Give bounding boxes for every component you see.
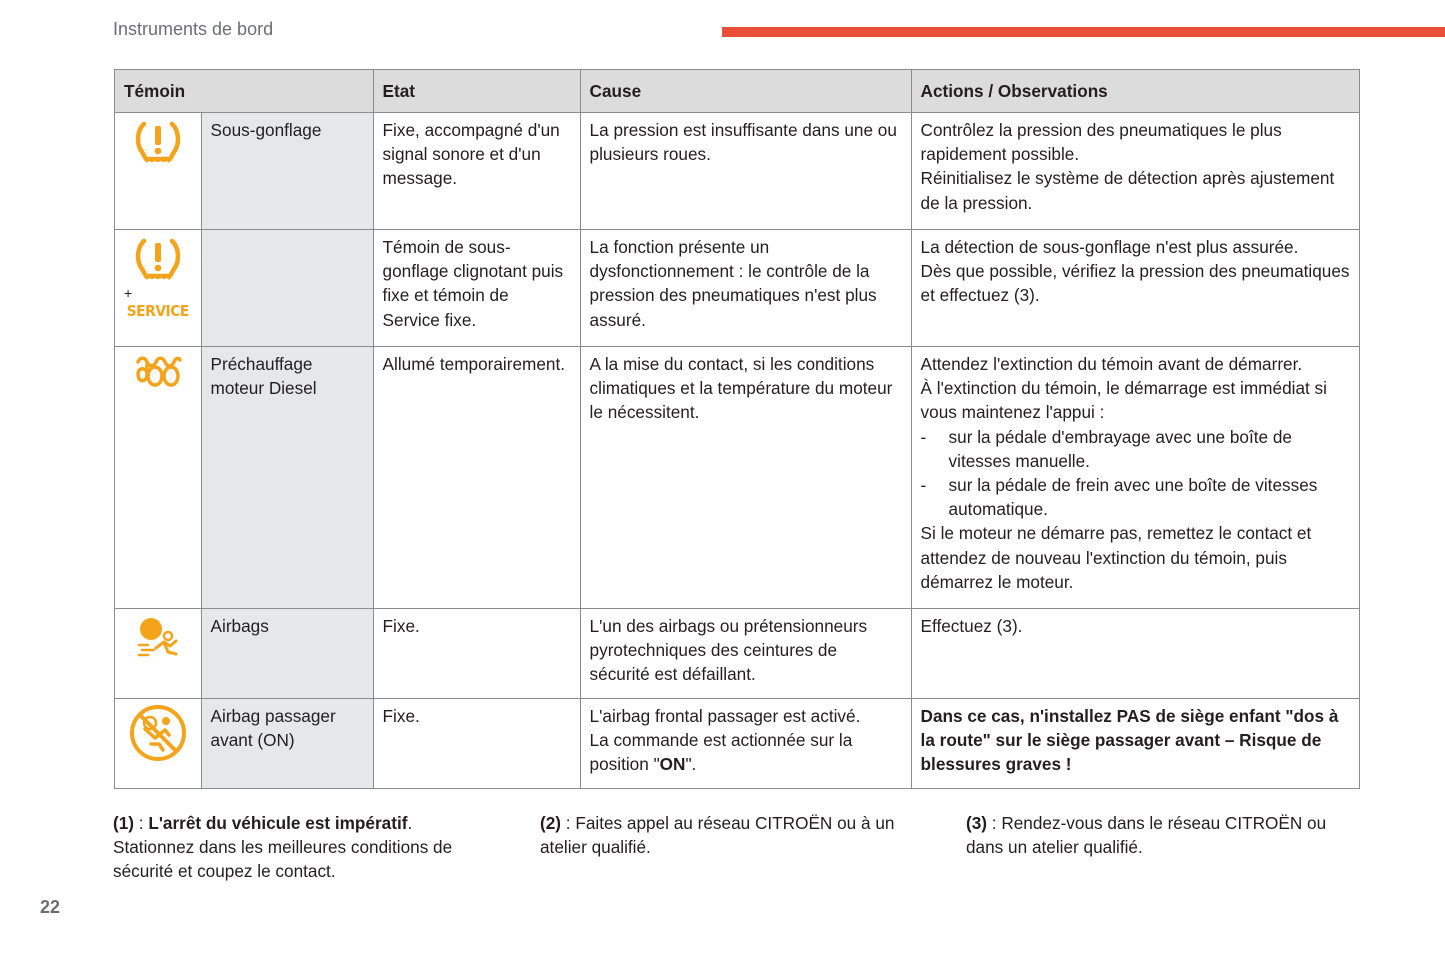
cause-line: La commande est actionnée sur la position "ON". <box>589 730 853 775</box>
glow-plug-icon <box>124 352 192 392</box>
icon-cell <box>115 113 202 230</box>
actions-line: Contrôlez la pression des pneumatiques le plus rapidement possible. <box>920 120 1282 165</box>
table-row <box>115 113 1360 230</box>
list-item-text: sur la pédale d'embrayage avec une boîte de vitesses manuelle. <box>948 426 1292 471</box>
on-position-label: ON <box>659 754 686 775</box>
light-name: Airbag passager avant (ON) <box>201 699 373 789</box>
cause-line: L'airbag frontal passager est activé. <box>589 706 861 726</box>
table-header-row <box>115 70 1360 113</box>
service-warning-icon: SERVICE <box>126 302 189 320</box>
cause-cell: L'un des airbags ou prétensionneurs pyrotechniques des ceintures de sécurité est défaillant. <box>580 609 911 699</box>
light-name <box>201 230 373 347</box>
accent-bar <box>722 27 1445 37</box>
passenger-airbag-on-icon <box>124 704 192 762</box>
light-name: Préchauffage moteur Diesel <box>201 347 373 609</box>
table-row <box>115 699 1360 789</box>
section-title: Instruments de bord <box>113 19 274 39</box>
state-cell: Fixe. <box>373 699 580 789</box>
footnote-3 <box>966 811 1360 859</box>
state-cell: Témoin de sous-gonflage clignotant puis fixe et témoin de Service fixe. <box>373 230 580 347</box>
footnote-ref: (1) <box>113 813 135 833</box>
actions-line: À l'extinction du témoin, le démarrage est immédiat si vous maintenez l'appui : <box>920 378 1327 423</box>
cause-cell <box>580 699 911 789</box>
cause-cell: La pression est insuffisante dans une ou plusieurs roues. <box>580 113 911 230</box>
cause-cell: A la mise du contact, si les conditions climatiques et la température du moteur le nécessitent. <box>580 347 911 609</box>
header-temoin: Témoin <box>115 70 374 113</box>
footnote-2 <box>540 811 940 859</box>
table-row <box>115 230 1360 347</box>
page-number: 22 <box>40 897 61 917</box>
table-row <box>115 609 1360 699</box>
list-item <box>921 425 1350 473</box>
warning-lights-table <box>114 69 1360 789</box>
light-name: Airbags <box>201 609 373 699</box>
actions-line: Effectuez (3). <box>920 616 1023 636</box>
footnote-text: : Rendez-vous dans le réseau CITROËN ou dans un atelier qualifié. <box>966 813 1327 858</box>
state-cell: Allumé temporairement. <box>373 347 580 609</box>
icon-cell <box>115 347 202 609</box>
icon-cell <box>115 609 202 699</box>
footnote-text: Stationnez dans les meilleures conditions de sécurité et coupez le contact. <box>113 837 453 882</box>
actions-cell <box>911 113 1359 230</box>
actions-line: Si le moteur ne démarre pas, remettez le contact et attendez de nouveau l'extinction du témoin, puis démarrez le moteur. <box>920 523 1312 592</box>
footnote-text: : Faites appel au réseau CITROËN ou à un atelier qualifié. <box>540 813 895 858</box>
footnote-1: (1) : L'arrêt du véhicule est impératif. Stationnez dans les meilleures conditions de sécurité et coupez le contact. <box>113 811 503 884</box>
actions-line: Attendez l'extinction du témoin avant de démarrer. <box>920 354 1303 374</box>
list-dash: - <box>920 475 927 496</box>
actions-cell <box>911 230 1359 347</box>
actions-line: La détection de sous-gonflage n'est plus assurée. <box>920 237 1299 257</box>
actions-line: Dès que possible, vérifiez la pression des pneumatiques et effectuez (3). <box>920 261 1350 306</box>
light-name: Sous-gonflage <box>201 113 373 230</box>
actions-cell <box>911 609 1359 699</box>
footnote-emphasis: L'arrêt du véhicule est impératif <box>148 813 408 833</box>
list-item-text: sur la pédale de frein avec une boîte de vitesses automatique. <box>948 475 1318 520</box>
footnote-ref: (2) <box>540 813 562 833</box>
header-cause: Cause <box>580 70 911 113</box>
icon-cell <box>115 230 202 347</box>
state-cell: Fixe. <box>373 609 580 699</box>
actions-line: Réinitialisez le système de détection après ajustement de la pression. <box>920 168 1335 213</box>
list-dash: - <box>920 426 927 447</box>
airbag-icon <box>124 614 192 660</box>
list-item <box>921 473 1350 521</box>
header-etat: Etat <box>373 70 580 113</box>
table-row <box>115 347 1360 609</box>
danger-warning-text: Dans ce cas, n'installez PAS de siège enfant "dos à la route" sur le siège passager avant – Risque de blessures graves ! <box>920 706 1339 775</box>
tyre-pressure-warning-icon <box>124 235 192 281</box>
icon-cell <box>115 699 202 789</box>
actions-cell <box>911 347 1359 609</box>
tyre-pressure-warning-icon <box>124 118 192 164</box>
state-cell: Fixe, accompagné d'un signal sonore et d'un message. <box>373 113 580 230</box>
footnote-ref: (3) <box>966 813 988 833</box>
actions-cell <box>911 699 1359 789</box>
plus-sign: + <box>124 285 133 301</box>
cause-cell: La fonction présente un dysfonctionnement : le contrôle de la pression des pneumatiques n'est plus assuré. <box>580 230 911 347</box>
header-actions: Actions / Observations <box>911 70 1359 113</box>
